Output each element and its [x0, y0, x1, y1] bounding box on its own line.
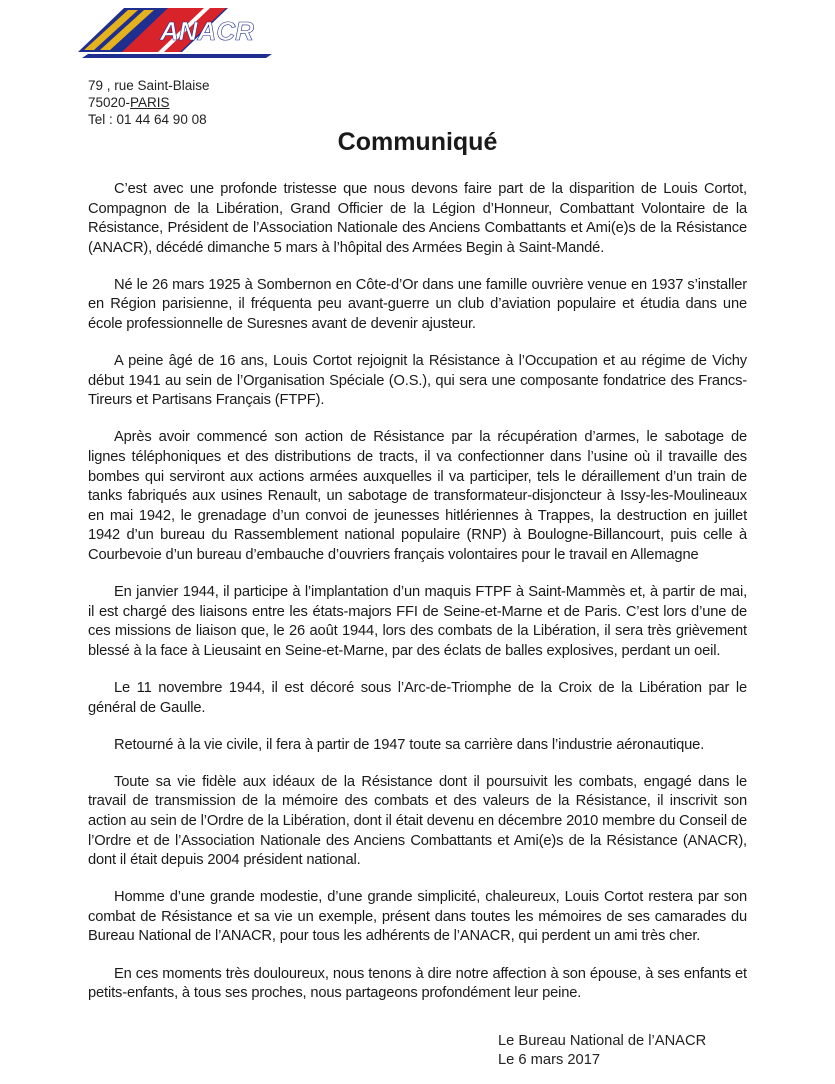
paragraph: Le 11 novembre 1944, il est décoré sous l’Arc-de-Triomphe de la Croix de la Libération par le général de Gaulle.	[88, 679, 747, 716]
paragraph: Retourné à la vie civile, il fera à partir de 1947 toute sa carrière dans l’industrie aéronautique.	[114, 736, 705, 753]
paragraph: C’est avec une profonde tristesse que nous devons faire part de la disparition de Louis Cortot, Compagnon de la Libération, Grand Officier de la Légion d’Honneur, Combattant Volontaire de la Résistance, Président de l’Association Nationale des Anciens Combattants et Ami(e)s de la Résistance (ANACR), décédé dimanche 5 mars à l’hôpital des Armées Begin à Saint-Mandé.	[88, 181, 747, 256]
logo-underline	[82, 54, 272, 58]
communique-body	[88, 180, 747, 1021]
address-phone: Tel : 01 44 64 90 08	[88, 112, 207, 127]
signature-block	[498, 1032, 706, 1070]
address-city: PARIS	[130, 95, 170, 110]
address-postcode-city	[88, 94, 210, 111]
anacr-logo	[76, 2, 276, 60]
paragraph: En janvier 1944, il participe à l’implantation d’un maquis FTPF à Saint-Mammès et, à partir de mai, il est chargé des liaisons entre les états-majors FFI de Seine-et-Marne et de Paris. C’est lors d’une de ces missions de liaison que, le 26 août 1944, lors des combats de la Libération, il sera très grièvement blessé à la face à Lieusaint en Seine-et-Marne, par des éclats de balles explosives, perdant un oeil.	[88, 584, 747, 659]
address-street: 79 , rue Saint-Blaise	[88, 78, 210, 93]
paragraph: Après avoir commencé son action de Résistance par la récupération d’armes, le sabotage de lignes téléphoniques et des distributions de tracts, il va confectionner dans l’usine où il travaille des bombes qui serviront aux actions armées auxquelles il va participer, tels le déraillement d’un train de tanks fabriqués aux usines Renault, un sabotage de transformateur-disjoncteur à Issy-les-Moulineaux en mai 1942, le grenadage d’un convoi de jeunesses hitlériennes à Trappes, la destruction en juillet 1942 d’un bureau du Rassemblement national populaire (RNP) à Boulogne-Billancourt, puis celle à Courbevoie d’un bureau d’embauche d’ouvriers français volontaires pour le travail en Allemagne	[88, 429, 747, 563]
signature-date: Le 6 mars 2017	[498, 1052, 601, 1068]
logo-text: ANACR	[160, 16, 254, 46]
paragraph: En ces moments très douloureux, nous tenons à dire notre affection à son épouse, à ses enfants et petits-enfants, à tous ses proches, nous partageons profondément leur peine.	[88, 965, 747, 1002]
paragraph: Né le 26 mars 1925 à Sombernon en Côte-d’Or dans une famille ouvrière venue en 1937 s’installer en Région parisienne, il fréquenta peu avant-guerre un club d’aviation populaire et étudia dans une école professionnelle de Suresnes avant de devenir ajusteur.	[88, 276, 747, 333]
paragraph: A peine âgé de 16 ans, Louis Cortot rejoignit la Résistance à l’Occupation et au régime de Vichy début 1941 au sein de l’Organisation Spéciale (O.S.), qui sera une composante fondatrice des Francs-Tireurs et Partisans Français (FTPF).	[88, 353, 747, 409]
paragraph: Toute sa vie fidèle aux idéaux de la Résistance dont il poursuivit les combats, engagé dans le travail de transmission de la mémoire des combats et des valeurs de la Résistance, il inscrivit son action au sein de l’Ordre de la Libération, dont il était devenu en décembre 2010 membre du Conseil de l’Ordre et de l’Association Nationale des Anciens Combattants et Ami(e)s de la Résistance (ANACR), dont il était depuis 2004 président national.	[88, 773, 747, 869]
page-title: Communiqué	[337, 128, 498, 156]
sender-address	[88, 77, 210, 128]
address-postcode: 75020-	[88, 95, 131, 110]
signature-author: Le Bureau National de l’ANACR	[498, 1033, 707, 1049]
paragraph: Homme d’une grande modestie, d’une grande simplicité, chaleureux, Louis Cortot restera par son combat de Résistance et sa vie un exemple, présent dans toutes les mémoires de ses camarades du Bureau National de l’ANACR, pour tous les adhérents de l’ANACR, qui perdent un ami très cher.	[88, 889, 747, 945]
